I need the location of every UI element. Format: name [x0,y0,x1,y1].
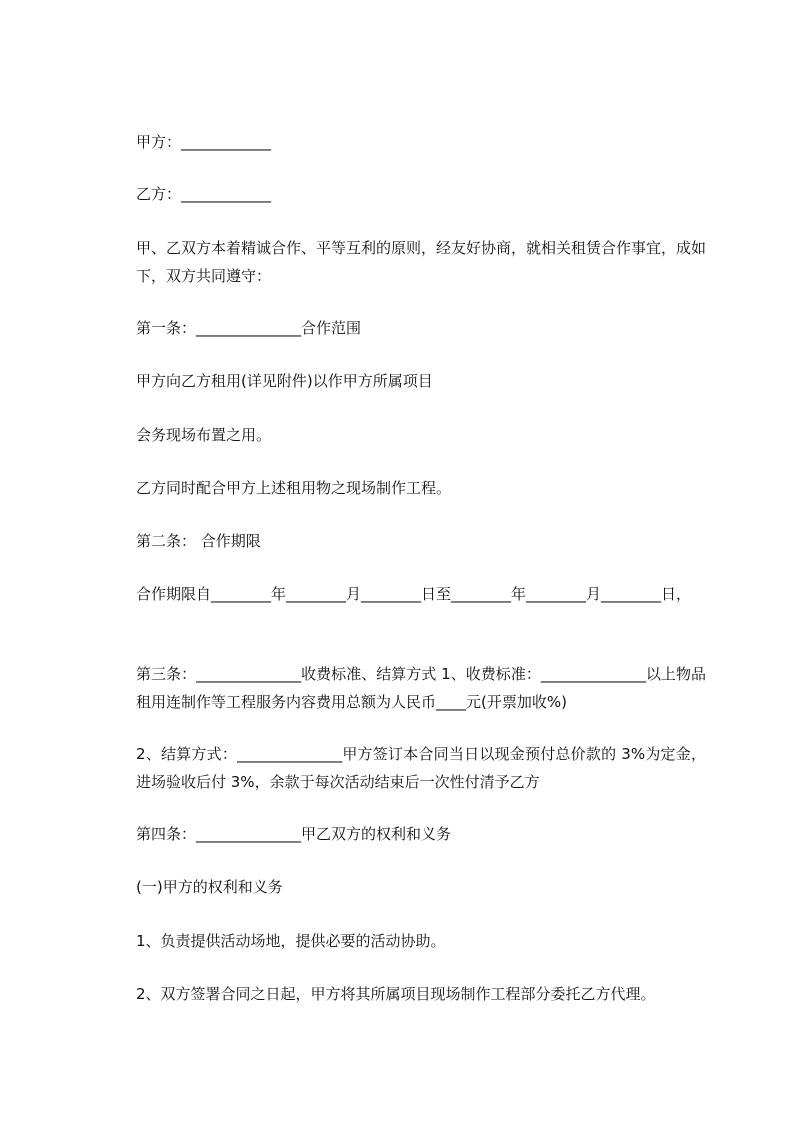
article1-paragraph-2: 会务现场布置之用。 [136,426,272,444]
party-a-line: 甲方：____________ [136,133,272,151]
obligation-item-2: 2、双方签署合同之日起，甲方将其所属项目现场制作工程部分委托乙方代理。 [136,985,656,1003]
preamble-paragraph: 甲、乙双方本着精诚合作、平等互利的原则，经友好协商，就相关租赁合作事宜，成如下，双方共同遵守： [136,239,707,285]
article2-paragraph: 合作期限自________年________月________日至________年________月________日， [136,585,692,603]
party-b-line: 乙方：____________ [136,185,272,203]
article1-paragraph-3: 乙方同时配合甲方上述租用物之现场制作工程。 [136,479,452,497]
settlement-paragraph: 2、结算方式：______________甲方签订本合同当日以现金预付总价款的 3%为定金，进场验收后付 3%，余款于每次活动结束后一次性付清予乙方 [136,745,706,791]
section-a-heading: (一)甲方的权利和义务 [136,878,283,896]
article3-paragraph: 第三条：______________收费标准、结算方式 1、收费标准：______________以上物品租用连制作等工程服务内容费用总额为人民币____元(开票加收%) [136,665,706,711]
article2-heading: 第二条： 合作期限 [136,532,261,550]
article1-paragraph-1: 甲方向乙方租用(详见附件)以作甲方所属项目 [136,372,433,390]
obligation-item-1: 1、负责提供活动场地，提供必要的活动协助。 [136,932,446,950]
article1-heading: 第一条：______________合作范围 [136,319,362,337]
article4-heading: 第四条：______________甲乙双方的权利和义务 [136,825,452,843]
